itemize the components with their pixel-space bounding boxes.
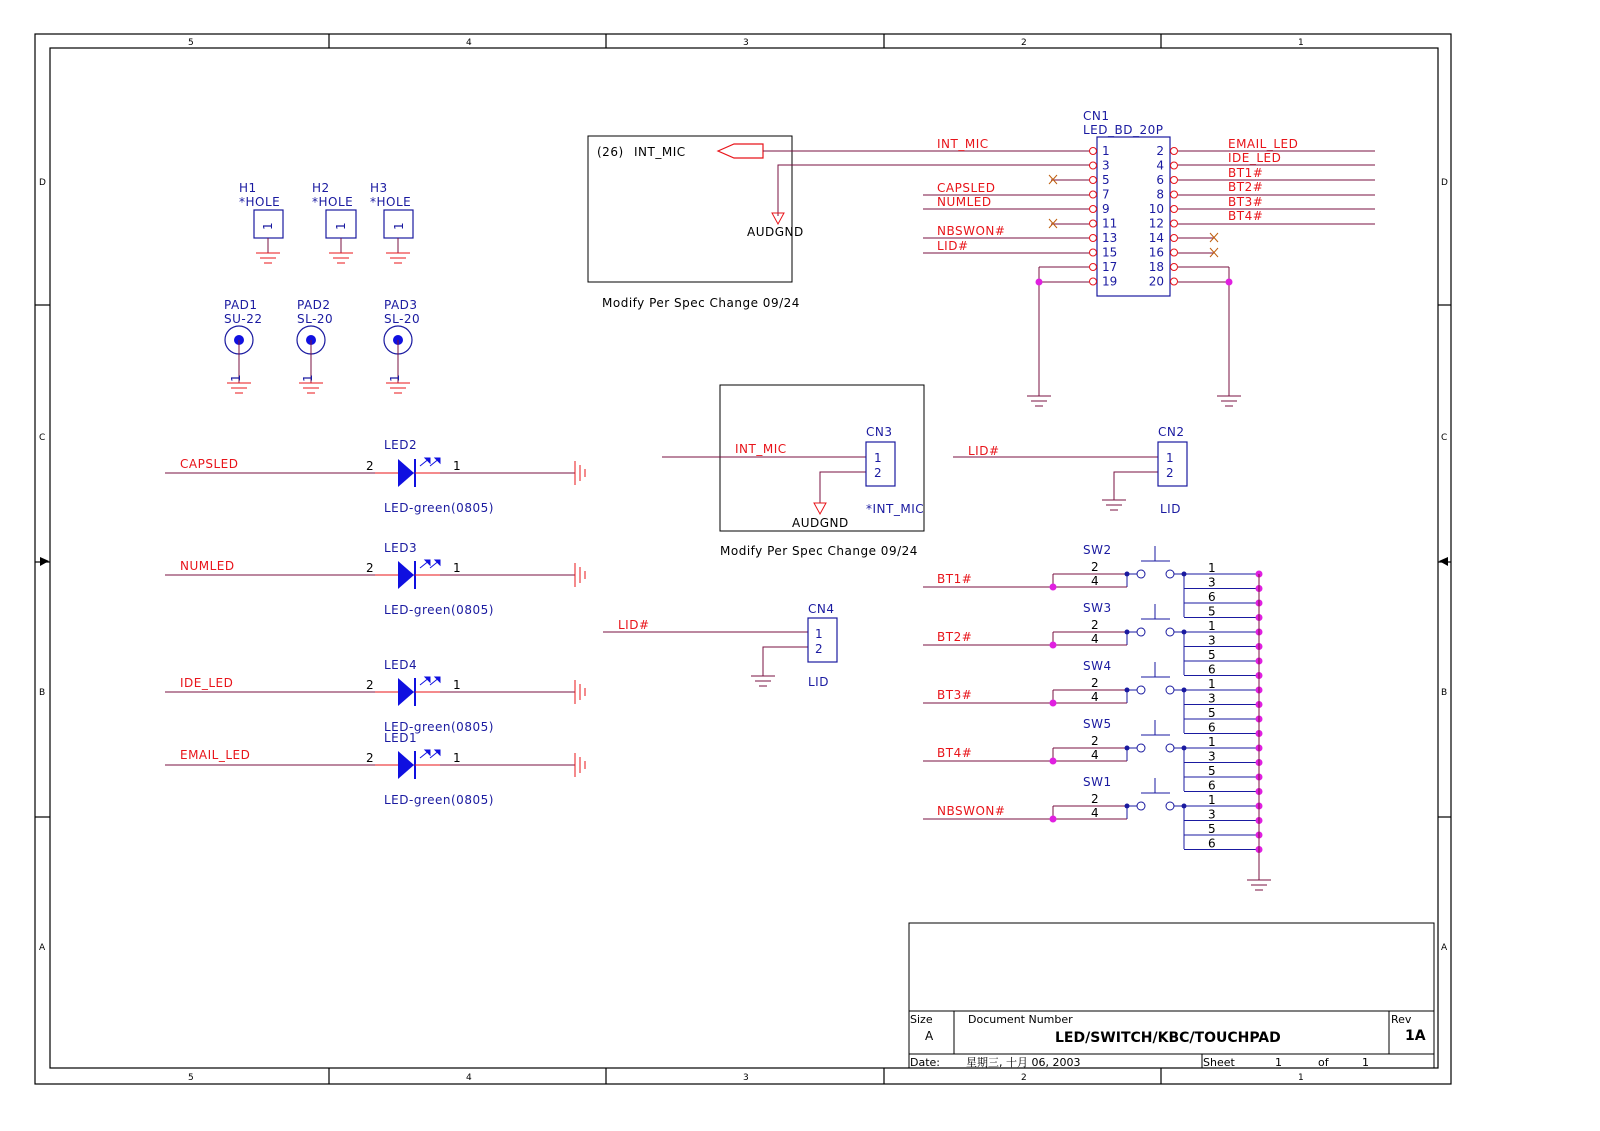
ground-icon xyxy=(1102,500,1126,510)
zone-col-top-4: 4 xyxy=(466,38,472,48)
diode-icon xyxy=(398,678,414,706)
cn1-left-pin: 11 xyxy=(1102,216,1118,231)
ground-icon xyxy=(1247,880,1271,890)
hole-pin: 1 xyxy=(392,222,406,230)
net-label-numled: NUMLED xyxy=(937,195,992,209)
contact-icon xyxy=(1137,802,1145,810)
cn4-net-label: LID# xyxy=(618,618,650,632)
zone-col-top-5: 5 xyxy=(188,38,194,48)
hole-value: *HOLE xyxy=(312,195,354,209)
diode-icon xyxy=(398,751,414,779)
zone-row-left-A: A xyxy=(39,943,46,953)
switch-net-label: BT2# xyxy=(937,630,973,644)
contact-icon xyxy=(1166,628,1174,636)
switch-pin-right: 3 xyxy=(1208,749,1217,764)
cn3-gnd-label: AUDGND xyxy=(792,516,849,530)
switch-pin-left: 2 xyxy=(1091,618,1100,632)
led-pin-cathode: 1 xyxy=(453,459,462,473)
switch-pin-right: 1 xyxy=(1208,677,1217,691)
zone-row-left-D: D xyxy=(39,178,46,188)
audgnd-arrow-icon xyxy=(814,503,826,514)
cn1-right-pin: 14 xyxy=(1148,231,1164,245)
chassis-ground-icon xyxy=(575,753,585,777)
cn1-left-pin: 3 xyxy=(1102,158,1110,173)
hole-pin: 1 xyxy=(261,222,275,230)
cn1-right-pin: 16 xyxy=(1148,245,1164,260)
switch-pin-right: 5 xyxy=(1208,604,1217,619)
pin-circle-icon xyxy=(1171,191,1178,198)
switch-pin-right: 1 xyxy=(1208,793,1217,807)
net-label-lid: LID# xyxy=(937,239,969,253)
zone-col-top-3: 3 xyxy=(743,38,749,48)
cn1-left-pin: 13 xyxy=(1102,231,1118,245)
light-emit-icon xyxy=(420,750,440,758)
hole-ref: H1 xyxy=(239,181,257,195)
light-emit-icon xyxy=(420,458,440,466)
document-title: LED/SWITCH/KBC/TOUCHPAD xyxy=(1055,1030,1281,1046)
cn1-left-pin: 1 xyxy=(1102,144,1110,158)
chassis-ground-icon xyxy=(575,680,585,704)
cn4-pin-1: 1 xyxy=(815,627,823,641)
chassis-ground-icon xyxy=(575,563,585,587)
zone-row-right-B: B xyxy=(1441,688,1448,698)
switch-pin-left: 4 xyxy=(1091,574,1100,588)
size-value: A xyxy=(925,1029,934,1043)
pin-circle-icon xyxy=(1171,206,1178,213)
zone-row-right-C: C xyxy=(1441,433,1448,443)
cn1-right-pin: 6 xyxy=(1156,173,1164,187)
mic-note: Modify Per Spec Change 09/24 xyxy=(602,296,800,310)
zone-row-right-D: D xyxy=(1441,178,1448,188)
junction-icon xyxy=(1226,279,1233,286)
ground-icon xyxy=(329,253,353,263)
size-label: Size xyxy=(910,1013,933,1026)
switch-pin-right: 1 xyxy=(1208,735,1217,749)
ground-icon xyxy=(386,253,410,263)
cn3-block xyxy=(662,385,924,558)
led-value: LED-green(0805) xyxy=(384,720,494,734)
cn2-ref: CN2 xyxy=(1158,425,1185,439)
led-led4[interactable] xyxy=(165,658,585,734)
switch-pin-left: 2 xyxy=(1091,676,1100,690)
pad-pad1[interactable] xyxy=(224,298,263,393)
net-label-nbswon: NBSWON# xyxy=(937,224,1006,238)
switch-pin-right: 6 xyxy=(1208,720,1217,735)
zone-col-bottom-3: 3 xyxy=(743,1073,749,1083)
ground-icon xyxy=(256,253,280,263)
rev-label: Rev xyxy=(1391,1013,1412,1026)
cn1-right-pin: 2 xyxy=(1156,144,1164,158)
pin-circle-icon xyxy=(1090,249,1097,256)
switch-ref: SW3 xyxy=(1083,601,1112,615)
net-label-bt4: BT4# xyxy=(1228,209,1264,223)
pad-ref: PAD1 xyxy=(224,298,258,312)
ground-icon xyxy=(1217,396,1241,406)
date-label: Date: xyxy=(910,1056,940,1069)
pad-pin: 1 xyxy=(388,374,402,382)
zone-row-left-C: C xyxy=(39,433,46,443)
led-value: LED-green(0805) xyxy=(384,793,494,807)
net-label-capsled: CAPSLED xyxy=(937,181,996,195)
diode-icon xyxy=(398,561,414,589)
cn1-left-wires xyxy=(923,180,1089,396)
page-ref: (26) xyxy=(597,145,624,159)
switch-pin-left: 4 xyxy=(1091,748,1100,762)
switch-ref: SW4 xyxy=(1083,659,1112,673)
sheet-number: 1 xyxy=(1275,1056,1282,1069)
switch-pin-left: 2 xyxy=(1091,792,1100,806)
pin-circle-icon xyxy=(1171,177,1178,184)
ground-icon xyxy=(1027,396,1051,406)
led-ref: LED4 xyxy=(384,658,418,672)
hole-ref: H3 xyxy=(370,181,388,195)
pin-circle-icon xyxy=(1171,278,1178,285)
contact-icon xyxy=(1137,686,1145,694)
hole-ref: H2 xyxy=(312,181,330,195)
cn1-right-wires xyxy=(1178,151,1375,396)
cn3-ref: CN3 xyxy=(866,425,893,439)
cn4-ref: CN4 xyxy=(808,602,835,616)
zone-col-top-1: 1 xyxy=(1298,38,1304,48)
cn1-ref: CN1 xyxy=(1083,109,1110,123)
contact-icon xyxy=(1137,628,1145,636)
light-emit-icon xyxy=(420,677,440,685)
switch-pin-right: 5 xyxy=(1208,648,1217,662)
contact-icon xyxy=(1137,570,1145,578)
docnum-label: Document Number xyxy=(968,1013,1073,1026)
pin-circle-icon xyxy=(1090,191,1097,198)
pad-value: SL-20 xyxy=(297,312,334,326)
pin-circle-icon xyxy=(1171,148,1178,155)
pad-value: SL-20 xyxy=(384,312,421,326)
led-led2[interactable] xyxy=(165,438,585,515)
hole-h3[interactable] xyxy=(370,181,413,263)
switch-pin-right: 6 xyxy=(1208,836,1217,851)
pin-circle-icon xyxy=(1171,162,1178,169)
of-label: of xyxy=(1318,1056,1329,1069)
zone-col-bottom-4: 4 xyxy=(466,1073,472,1083)
led-value: LED-green(0805) xyxy=(384,603,494,617)
led-ref: LED3 xyxy=(384,541,418,555)
led-ref: LED1 xyxy=(384,731,418,745)
cn2-net-label: LID# xyxy=(968,444,1000,458)
led-pin-cathode: 1 xyxy=(453,678,462,692)
switch-net-label: BT4# xyxy=(937,746,973,760)
pin-circle-icon xyxy=(1171,249,1178,256)
pin-circle-icon xyxy=(1171,220,1178,227)
switch-pin-right: 3 xyxy=(1208,575,1217,590)
junction-icon xyxy=(1050,642,1057,649)
switch-pin-right: 5 xyxy=(1208,706,1217,720)
pads xyxy=(224,298,420,393)
cn3-pin-1: 1 xyxy=(874,451,882,465)
ground-icon xyxy=(299,383,323,393)
led-pin-anode: 2 xyxy=(366,561,375,575)
cn1-left-pin: 7 xyxy=(1102,187,1110,202)
mounting-holes xyxy=(239,181,413,263)
junction-icon xyxy=(1050,758,1057,765)
cn1-right-pin: 20 xyxy=(1148,274,1164,289)
switch-pin-right: 1 xyxy=(1208,619,1217,633)
light-emit-icon xyxy=(420,560,440,568)
hole-h2[interactable] xyxy=(312,181,356,263)
switch-net-label: BT3# xyxy=(937,688,973,702)
cn1-right-pin: 12 xyxy=(1148,216,1164,231)
switch-pin-right: 6 xyxy=(1208,590,1217,604)
switch-pin-left: 4 xyxy=(1091,806,1100,820)
ground-icon xyxy=(227,383,251,393)
junction-icon xyxy=(1050,816,1057,823)
led-pin-anode: 2 xyxy=(366,751,375,765)
led-pin-cathode: 1 xyxy=(453,751,462,765)
pad-pin: 1 xyxy=(301,374,315,382)
zone-col-bottom-5: 5 xyxy=(188,1073,194,1083)
pin-circle-icon xyxy=(1090,264,1097,271)
cn1-left-pin: 5 xyxy=(1102,173,1110,187)
sheet-total: 1 xyxy=(1362,1056,1369,1069)
cn1-left-pin: 19 xyxy=(1102,274,1118,289)
zone-row-left-B: B xyxy=(39,688,46,698)
hole-value: *HOLE xyxy=(370,195,412,209)
cn3-note: Modify Per Spec Change 09/24 xyxy=(720,544,918,558)
date-value: 星期三, 十月 06, 2003 xyxy=(966,1056,1081,1069)
chassis-ground-icon xyxy=(575,461,585,485)
cn3-value: *INT_MIC xyxy=(866,502,925,516)
cn1-pin-group xyxy=(1090,144,1178,289)
led-pin-cathode: 1 xyxy=(453,561,462,575)
zone-col-bottom-2: 2 xyxy=(1021,1073,1027,1083)
switch-pin-left: 2 xyxy=(1091,560,1100,574)
switch-pin-left: 4 xyxy=(1091,690,1100,704)
led-net-label: IDE_LED xyxy=(180,676,234,690)
switch-section xyxy=(923,543,1263,853)
connector-cn3[interactable] xyxy=(866,425,924,516)
led-value: LED-green(0805) xyxy=(384,501,494,515)
net-label-bt1: BT1# xyxy=(1228,166,1264,180)
zone-col-top-2: 2 xyxy=(1021,38,1027,48)
junction-icon xyxy=(1050,700,1057,707)
pin-circle-icon xyxy=(1090,148,1097,155)
pad-pad3[interactable] xyxy=(384,298,420,393)
switch-pin-right: 5 xyxy=(1208,822,1217,836)
switch-pin-right: 3 xyxy=(1208,633,1217,648)
hole-pin: 1 xyxy=(334,222,348,230)
cn1-right-pin: 8 xyxy=(1156,187,1164,202)
diode-icon xyxy=(398,459,414,487)
contact-icon xyxy=(1166,570,1174,578)
hole-h1[interactable] xyxy=(239,181,283,263)
pin-circle-icon xyxy=(1090,235,1097,242)
led-pin-anode: 2 xyxy=(366,678,375,692)
switch-net-label: NBSWON# xyxy=(937,804,1006,818)
connector-cn2[interactable] xyxy=(953,425,1187,516)
pin-circle-icon xyxy=(1090,278,1097,285)
junction-icon xyxy=(1050,584,1057,591)
connector-cn4[interactable] xyxy=(603,602,837,689)
switch-ref: SW2 xyxy=(1083,543,1112,557)
port-name: INT_MIC xyxy=(634,145,686,159)
led-net-label: NUMLED xyxy=(180,559,235,573)
connector-cn1[interactable] xyxy=(923,109,1375,406)
pad-ref: PAD3 xyxy=(384,298,418,312)
audgnd-label: AUDGND xyxy=(747,225,804,239)
cn1-right-pin: 10 xyxy=(1148,202,1164,216)
pad-pin: 1 xyxy=(229,374,243,382)
cn2-pin-1: 1 xyxy=(1166,451,1174,465)
switch-pin-right: 6 xyxy=(1208,778,1217,793)
switch-pin-right: 3 xyxy=(1208,807,1217,822)
switch-pin-right: 5 xyxy=(1208,764,1217,778)
switch-net-label: BT1# xyxy=(937,572,973,586)
pin-circle-icon xyxy=(1090,220,1097,227)
junction-icon xyxy=(1036,279,1043,286)
switch-pin-left: 4 xyxy=(1091,632,1100,646)
led-ref: LED2 xyxy=(384,438,418,452)
cn3-pin-2: 2 xyxy=(874,466,882,480)
offpage-port-icon[interactable] xyxy=(718,144,763,158)
title-block xyxy=(909,923,1434,1068)
switch-pin-right: 3 xyxy=(1208,691,1217,706)
switch-ref: SW5 xyxy=(1083,717,1112,731)
pin-circle-icon xyxy=(1171,235,1178,242)
net-label-int-mic: INT_MIC xyxy=(937,137,989,151)
cn2-pin-2: 2 xyxy=(1166,466,1174,480)
center-mark-left-icon xyxy=(40,557,49,566)
ground-icon xyxy=(751,676,775,686)
hole-value: *HOLE xyxy=(239,195,281,209)
led-section xyxy=(165,438,585,807)
rev-value: 1A xyxy=(1405,1028,1426,1044)
cn4-pin-2: 2 xyxy=(815,642,823,656)
led-net-label: CAPSLED xyxy=(180,457,239,471)
pin-circle-icon xyxy=(1171,264,1178,271)
pad-ref: PAD2 xyxy=(297,298,331,312)
cn1-right-pin: 18 xyxy=(1148,260,1164,274)
title-block-text xyxy=(910,1013,1426,1069)
contact-icon xyxy=(1166,686,1174,694)
contact-icon xyxy=(1137,744,1145,752)
led-pin-anode: 2 xyxy=(366,459,375,473)
contact-icon xyxy=(1166,744,1174,752)
pin-circle-icon xyxy=(1090,162,1097,169)
net-label-ide-led: IDE_LED xyxy=(1228,151,1282,165)
contact-icon xyxy=(1166,802,1174,810)
cn1-right-pin: 4 xyxy=(1156,158,1164,173)
pin-circle-icon xyxy=(1090,206,1097,213)
cn1-left-pin: 17 xyxy=(1102,260,1118,274)
switch-ref: SW1 xyxy=(1083,775,1112,789)
zone-row-right-A: A xyxy=(1441,943,1448,953)
mic-port-block xyxy=(588,136,1095,310)
cn1-left-pin: 15 xyxy=(1102,245,1118,260)
net-label-bt2: BT2# xyxy=(1228,180,1264,194)
cn1-left-pin: 9 xyxy=(1102,202,1110,216)
switch-pin-left: 2 xyxy=(1091,734,1100,748)
pad-value: SU-22 xyxy=(224,312,263,326)
cn2-value: LID xyxy=(1160,502,1181,516)
pad-pad2[interactable] xyxy=(297,298,333,393)
sheet-label: Sheet xyxy=(1203,1056,1235,1069)
center-mark-right-icon xyxy=(1439,557,1448,566)
net-label-bt3: BT3# xyxy=(1228,195,1264,209)
switch-pin-right: 1 xyxy=(1208,561,1217,575)
cn4-value: LID xyxy=(808,675,829,689)
led-net-label: EMAIL_LED xyxy=(180,748,251,762)
zone-col-bottom-1: 1 xyxy=(1298,1073,1304,1083)
led-led3[interactable] xyxy=(165,541,585,617)
cn1-value: LED_BD_20P xyxy=(1083,123,1164,137)
led-led1[interactable] xyxy=(165,731,585,807)
pin-circle-icon xyxy=(1090,177,1097,184)
net-label-email-led: EMAIL_LED xyxy=(1228,137,1299,151)
switch-pin-right: 6 xyxy=(1208,662,1217,677)
cn3-net-label: INT_MIC xyxy=(735,442,787,456)
ground-icon xyxy=(386,383,410,393)
